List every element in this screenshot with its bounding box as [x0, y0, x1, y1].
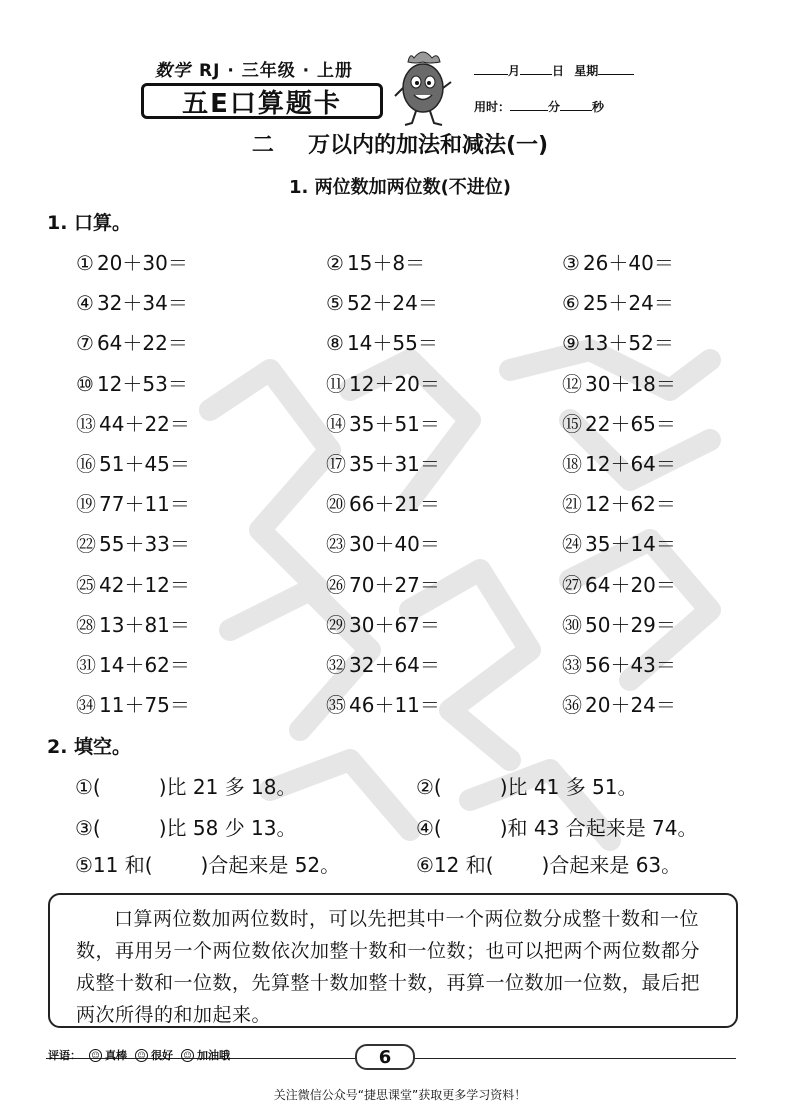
oral-problem: [76, 649, 190, 678]
problem-number: ②: [326, 251, 344, 275]
problem-expression: 32＋64＝: [349, 653, 440, 677]
problem-expression: 56＋43＝: [585, 653, 676, 677]
q1-heading: 1. 口算。: [47, 212, 132, 234]
problem-number: ⑥: [562, 291, 580, 316]
oral-problem: [76, 609, 190, 638]
oral-problem: [562, 649, 676, 678]
problem-expression: 11＋75＝: [99, 693, 190, 718]
problem-expression: 15＋8＝: [346, 251, 426, 275]
tip-box: 口算两位数加两位数时，可以先把其中一个两位数分成整十数和一位数，再用另一个两位数依次加整十数和一位数；也可以把两个两位数都分成整十数和一位数，先算整十数加整十数，再算一位数加一位数，最后把两次所得的和加起来。: [48, 893, 738, 1028]
problem-number: ㉓: [326, 532, 346, 557]
fill-item-4: [416, 812, 698, 841]
problem-number: ①: [76, 251, 94, 275]
problem-number: ⑱: [562, 452, 582, 476]
oral-problem: [326, 448, 440, 477]
problem-expression: 12＋20＝: [349, 371, 440, 396]
fill-item-5: [75, 849, 340, 878]
problem-number: ㉔: [562, 532, 582, 557]
mascot-icon: [392, 48, 454, 128]
fill-item-prefix: ②(: [416, 775, 442, 799]
oral-problem: [562, 689, 676, 718]
seconds-blank[interactable]: [560, 99, 592, 111]
problem-expression: 13＋81＝: [99, 612, 190, 637]
problem-expression: 30＋18＝: [585, 371, 676, 396]
problem-number: ⑲: [76, 492, 96, 517]
month-label: 月: [508, 64, 521, 78]
oral-problem: [562, 247, 674, 276]
fill-item-6: [416, 849, 681, 878]
problem-number: ㉚: [562, 612, 582, 637]
problem-expression: 12＋64＝: [585, 452, 676, 476]
problem-number: ⑳: [326, 492, 346, 517]
problem-number: ③: [562, 251, 580, 275]
oral-problem: [562, 327, 674, 356]
problem-number: ⑭: [326, 411, 346, 436]
edition-label: RJ · 三年级 · 上册: [199, 61, 354, 81]
problem-number: ㉙: [326, 612, 346, 637]
problem-number: ⑬: [76, 411, 96, 436]
oral-problem: [326, 368, 440, 397]
subject-label: 数学: [155, 61, 191, 81]
problem-expression: 12＋62＝: [585, 492, 676, 517]
month-blank[interactable]: [474, 63, 508, 75]
fill-item-prefix: ⑤11 和(: [75, 853, 153, 877]
problem-expression: 14＋55＝: [346, 331, 438, 356]
time-label: 用时：: [474, 100, 511, 114]
problem-number: ㉗: [562, 572, 582, 597]
fill-item-prefix: ①(: [75, 775, 101, 799]
fill-item-prefix: ③(: [75, 816, 101, 840]
chapter-title: [0, 128, 800, 159]
fill-item-suffix: )比 21 多 18。: [158, 775, 297, 799]
problem-expression: 13＋52＝: [582, 331, 674, 356]
problem-number: ㉟: [326, 693, 346, 718]
problem-expression: 25＋24＝: [582, 291, 674, 316]
footer-notice: 关注微信公众号“捷思课堂”获取更多学习资料！: [273, 1088, 527, 1102]
brand-title: 五E口算题卡: [141, 83, 383, 119]
problem-expression: 77＋11＝: [99, 492, 190, 517]
oral-problem: [326, 649, 440, 678]
problem-number: ⑩: [76, 371, 94, 396]
rating-great-label: 真棒: [105, 1049, 127, 1062]
comment-row: [48, 1047, 230, 1063]
oral-problem: [562, 528, 676, 557]
problem-expression: 20＋24＝: [585, 693, 676, 718]
problem-number: ⑯: [76, 452, 96, 476]
oral-problem: [326, 287, 438, 316]
watermark: [150, 330, 790, 890]
problem-number: ㉛: [76, 653, 96, 677]
page-number: 6: [355, 1044, 415, 1070]
problem-number: ⑰: [326, 452, 346, 476]
oral-problem: [76, 247, 188, 276]
rating-good-label: 很好: [151, 1049, 173, 1062]
oral-problem: [326, 609, 440, 638]
problem-expression: 14＋62＝: [99, 653, 190, 677]
oral-problem: [76, 448, 190, 477]
fill-item-prefix: ⑥12 和(: [416, 853, 494, 877]
oral-problem: [562, 448, 676, 477]
fill-item-suffix: )合起来是 63。: [541, 853, 682, 877]
problem-expression: 46＋11＝: [349, 693, 440, 718]
fill-item-suffix: )合起来是 52。: [200, 853, 341, 877]
smile-face-icon[interactable]: ☺: [89, 1049, 102, 1062]
problem-number: ⑫: [562, 371, 582, 396]
fill-item-2: [416, 771, 638, 800]
time-fields: [474, 98, 604, 115]
oral-problem: [76, 689, 190, 718]
oral-problem: [76, 569, 190, 598]
day-blank[interactable]: [520, 63, 552, 75]
fill-item-3: [75, 812, 297, 841]
oral-problem: [76, 488, 190, 517]
oral-problem: [76, 287, 188, 316]
oral-problem: [562, 488, 676, 517]
problem-number: ⑪: [326, 371, 346, 396]
oral-problem: [562, 609, 676, 638]
fill-item-prefix: ④(: [416, 816, 442, 840]
smile-face-icon[interactable]: ☺: [135, 1049, 148, 1062]
cheer-face-icon[interactable]: ☺: [181, 1049, 194, 1062]
oral-problem: [76, 327, 188, 356]
problem-expression: 64＋20＝: [585, 572, 676, 597]
oral-problem: [326, 327, 438, 356]
oral-problem: [326, 247, 425, 276]
oral-problem: [562, 368, 676, 397]
problem-expression: 50＋29＝: [585, 612, 676, 637]
problem-number: ㉖: [326, 572, 346, 597]
minutes-label: 分: [548, 100, 561, 114]
problem-expression: 22＋65＝: [585, 411, 676, 436]
problem-number: ㉑: [562, 492, 582, 517]
oral-problem: [76, 528, 190, 557]
oral-problem: [326, 569, 440, 598]
problem-number: ⑨: [562, 331, 580, 356]
oral-problem: [562, 569, 676, 598]
oral-problem: [326, 408, 440, 437]
problem-number: ⑤: [326, 291, 344, 316]
problem-expression: 35＋51＝: [349, 411, 440, 436]
minutes-blank[interactable]: [510, 99, 548, 111]
problem-expression: 42＋12＝: [99, 572, 190, 597]
problem-number: ㉘: [76, 612, 96, 637]
oral-problem: [76, 408, 190, 437]
problem-expression: 51＋45＝: [99, 452, 190, 476]
fill-item-suffix: )和 43 合起来是 74。: [499, 816, 698, 840]
problem-expression: 70＋27＝: [349, 572, 440, 597]
rating-cheer-label: 加油哦: [197, 1049, 230, 1062]
problem-expression: 20＋30＝: [96, 251, 188, 275]
oral-problem: [326, 488, 440, 517]
problem-number: ㉒: [76, 532, 96, 557]
fill-item-suffix: )比 41 多 51。: [499, 775, 638, 799]
problem-expression: 52＋24＝: [346, 291, 438, 316]
problem-number: ㉕: [76, 572, 96, 597]
chapter-name: 万以内的加法和减法(一): [307, 133, 549, 158]
oral-problem: [562, 408, 676, 437]
oral-problem: [326, 689, 440, 718]
subject-edition: [155, 56, 353, 81]
fill-item-suffix: )比 58 少 13。: [158, 816, 297, 840]
problem-number: ④: [76, 291, 94, 316]
problem-expression: 44＋22＝: [99, 411, 190, 436]
problem-number: ㊱: [562, 693, 582, 718]
q2-heading: 2. 填空。: [47, 736, 132, 758]
date-fields: [474, 62, 634, 79]
fill-item-1: [75, 771, 297, 800]
problem-expression: 66＋21＝: [349, 492, 440, 517]
problem-expression: 35＋14＝: [585, 532, 676, 557]
week-label: 星期: [574, 64, 599, 78]
oral-problem: [562, 287, 674, 316]
problem-expression: 55＋33＝: [99, 532, 190, 557]
seconds-label: 秒: [592, 100, 605, 114]
week-blank[interactable]: [598, 63, 634, 75]
oral-problem: [326, 528, 440, 557]
problem-number: ⑦: [76, 331, 94, 356]
problem-number: ㉞: [76, 693, 96, 718]
problem-expression: 64＋22＝: [96, 331, 188, 356]
problem-expression: 26＋40＝: [582, 251, 674, 275]
problem-expression: 30＋67＝: [349, 612, 440, 637]
section-title: 1. 两位数加两位数(不进位): [288, 177, 512, 198]
problem-expression: 30＋40＝: [349, 532, 440, 557]
problem-number: ㉝: [562, 653, 582, 677]
problem-expression: 12＋53＝: [96, 371, 188, 396]
oral-problem: [76, 368, 188, 397]
comment-label: 评语：: [48, 1049, 81, 1062]
chapter-number: 二: [251, 133, 274, 158]
problem-expression: 35＋31＝: [349, 452, 440, 476]
problem-number: ㉜: [326, 653, 346, 677]
day-label: 日: [552, 64, 565, 78]
problem-number: ⑮: [562, 411, 582, 436]
problem-expression: 32＋34＝: [96, 291, 188, 316]
problem-number: ⑧: [326, 331, 344, 356]
